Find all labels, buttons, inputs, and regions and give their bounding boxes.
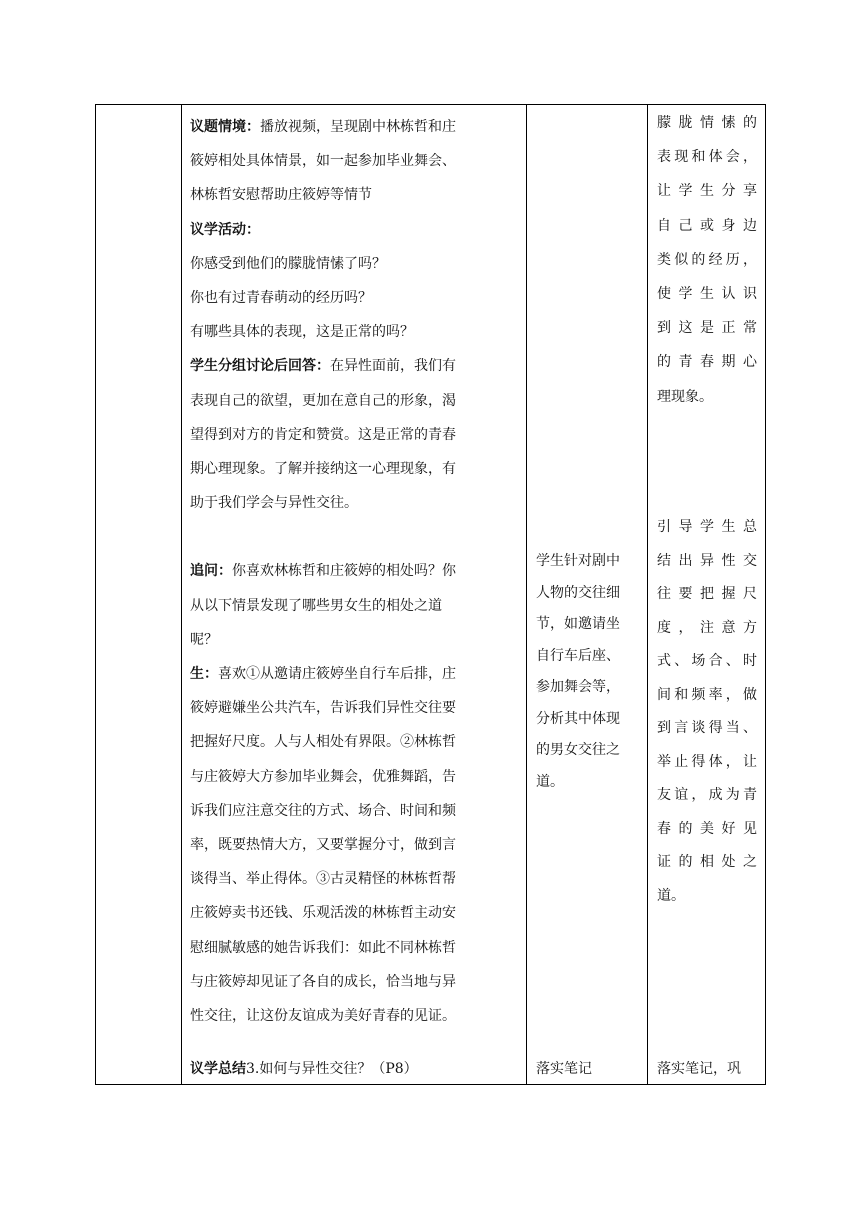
scenario-label: 议题情境：	[190, 119, 260, 135]
student-activity-line: 学生针对剧中	[536, 553, 620, 569]
text: 在异性面前，我们有	[330, 358, 456, 375]
scenario-line-1	[190, 110, 532, 144]
intent-line: 道。	[657, 887, 685, 904]
answer-line-5: 助于我们学会与异性交往。	[190, 495, 358, 512]
student-line-4: 与庄筱婷大方参加毕业舞会，优雅舞蹈，告	[190, 768, 456, 785]
answer-line-1	[190, 349, 532, 383]
question-2: 你也有过青春萌动的经历吗？	[190, 290, 372, 307]
intent-line: 自己或身边	[657, 217, 757, 234]
scenario-line-2: 筱婷相处具体情景，如一起参加毕业舞会、	[190, 153, 456, 170]
student-line-6: 率，既要热情大方，又要掌握分寸，做到言	[190, 837, 456, 854]
intent-line: 证的相处之	[657, 854, 757, 870]
intent-line: 结出异性交	[657, 552, 757, 569]
student-line-2: 筱婷避嫌坐公共汽车，告诉我们异性交往要	[190, 700, 456, 717]
text: 喜欢①从邀请庄筱婷坐自行车后排，庄	[218, 666, 456, 683]
student-activity-line: 自行车后座、	[536, 647, 620, 664]
student-activity-line: 分析其中体现	[536, 710, 620, 727]
summary-label: 议学总结	[190, 1061, 246, 1077]
followup-line-1	[190, 554, 532, 588]
intent-line: 表现和体会，	[657, 149, 757, 166]
activity-label: 议学活动：	[190, 221, 260, 238]
student-activity-note: 落实笔记	[536, 1061, 592, 1077]
column-divider	[181, 105, 182, 1084]
student-activity-line: 的男女交往之	[536, 742, 620, 758]
student-line-8: 庄筱婷卖书还钱、乐观活泼的林栋哲主动安	[190, 905, 456, 922]
intent-line: 朦胧情愫的	[657, 115, 757, 131]
intent-line: 使学生认识	[657, 286, 757, 303]
intent-line: 度，注意方	[657, 619, 757, 636]
intent-line: 到言谈得当、	[657, 720, 757, 736]
intent-line: 到这是正常	[657, 320, 757, 337]
student-activity-line: 节，如邀请坐	[536, 616, 620, 632]
text: 你喜欢林栋哲和庄筱婷的相处吗？你	[232, 563, 456, 580]
answer-label: 学生分组讨论后回答：	[190, 358, 330, 375]
scenario-line-3: 林栋哲安慰帮助庄筱婷等情节	[190, 187, 372, 204]
intent-line: 理现象。	[657, 388, 713, 405]
answer-line-3: 望得到对方的肯定和赞赏。这是正常的青春	[190, 426, 456, 443]
intent-line: 类似的经历，	[657, 251, 757, 268]
followup-line-2: 从以下情景发现了哪些男女生的相处之道	[190, 597, 442, 614]
intent-line: 友谊，成为青	[657, 787, 757, 803]
design-intent-mid	[657, 511, 757, 913]
student-line-3: 把握好尺度。人与人相处有界限。②林栋哲	[190, 734, 456, 751]
intent-line: 的青春期心	[657, 354, 757, 371]
text: 播放视频，呈现剧中林栋哲和庄	[260, 119, 456, 135]
student-label: 生：	[190, 666, 218, 683]
activity-column	[190, 110, 532, 1033]
intent-line: 间和频率，做	[657, 686, 757, 703]
question-3: 有哪些具体的表现，这是正常的吗？	[190, 324, 414, 341]
intent-line: 春的美好见	[657, 820, 757, 837]
text: 3.如何与异性交往？（P8）	[246, 1061, 418, 1077]
design-intent-note: 落实笔记，巩	[657, 1061, 741, 1077]
followup-line-3: 呢？	[190, 631, 218, 648]
student-activity-column	[536, 546, 640, 798]
column-divider	[647, 105, 648, 1084]
student-activity-line: 人物的交往细	[536, 584, 620, 601]
intent-line: 往要把握尺	[657, 586, 757, 602]
answer-line-2: 表现自己的欲望，更加在意自己的形象，渴	[190, 392, 456, 409]
answer-line-4: 期心理现象。了解并接纳这一心理现象，有	[190, 461, 456, 478]
intent-line: 举止得体，让	[657, 753, 757, 770]
intent-line: 让学生分享	[657, 183, 757, 200]
summary-line	[190, 1058, 418, 1078]
student-line-5: 诉我们应注意交往的方式、场合、时间和频	[190, 802, 456, 819]
intent-line: 式、场合、时	[657, 653, 757, 669]
student-line-9: 慰细腻敏感的她告诉我们：如此不同林栋哲	[190, 939, 456, 956]
student-activity-line: 道。	[536, 773, 564, 790]
question-1: 你感受到他们的朦胧情愫了吗？	[190, 255, 386, 272]
design-intent-top	[657, 106, 757, 414]
activity-heading	[190, 213, 532, 247]
followup-label: 追问：	[190, 563, 232, 580]
student-line-11: 性交往，让这份友谊成为美好青春的见证。	[190, 1008, 456, 1025]
student-line-1	[190, 657, 532, 691]
student-activity-line: 参加舞会等，	[536, 679, 620, 695]
student-line-10: 与庄筱婷却见证了各自的成长，恰当地与异	[190, 973, 456, 990]
intent-line: 引导学生总	[657, 519, 757, 535]
student-line-7: 谈得当、举止得体。③古灵精怪的林栋哲帮	[190, 871, 456, 888]
